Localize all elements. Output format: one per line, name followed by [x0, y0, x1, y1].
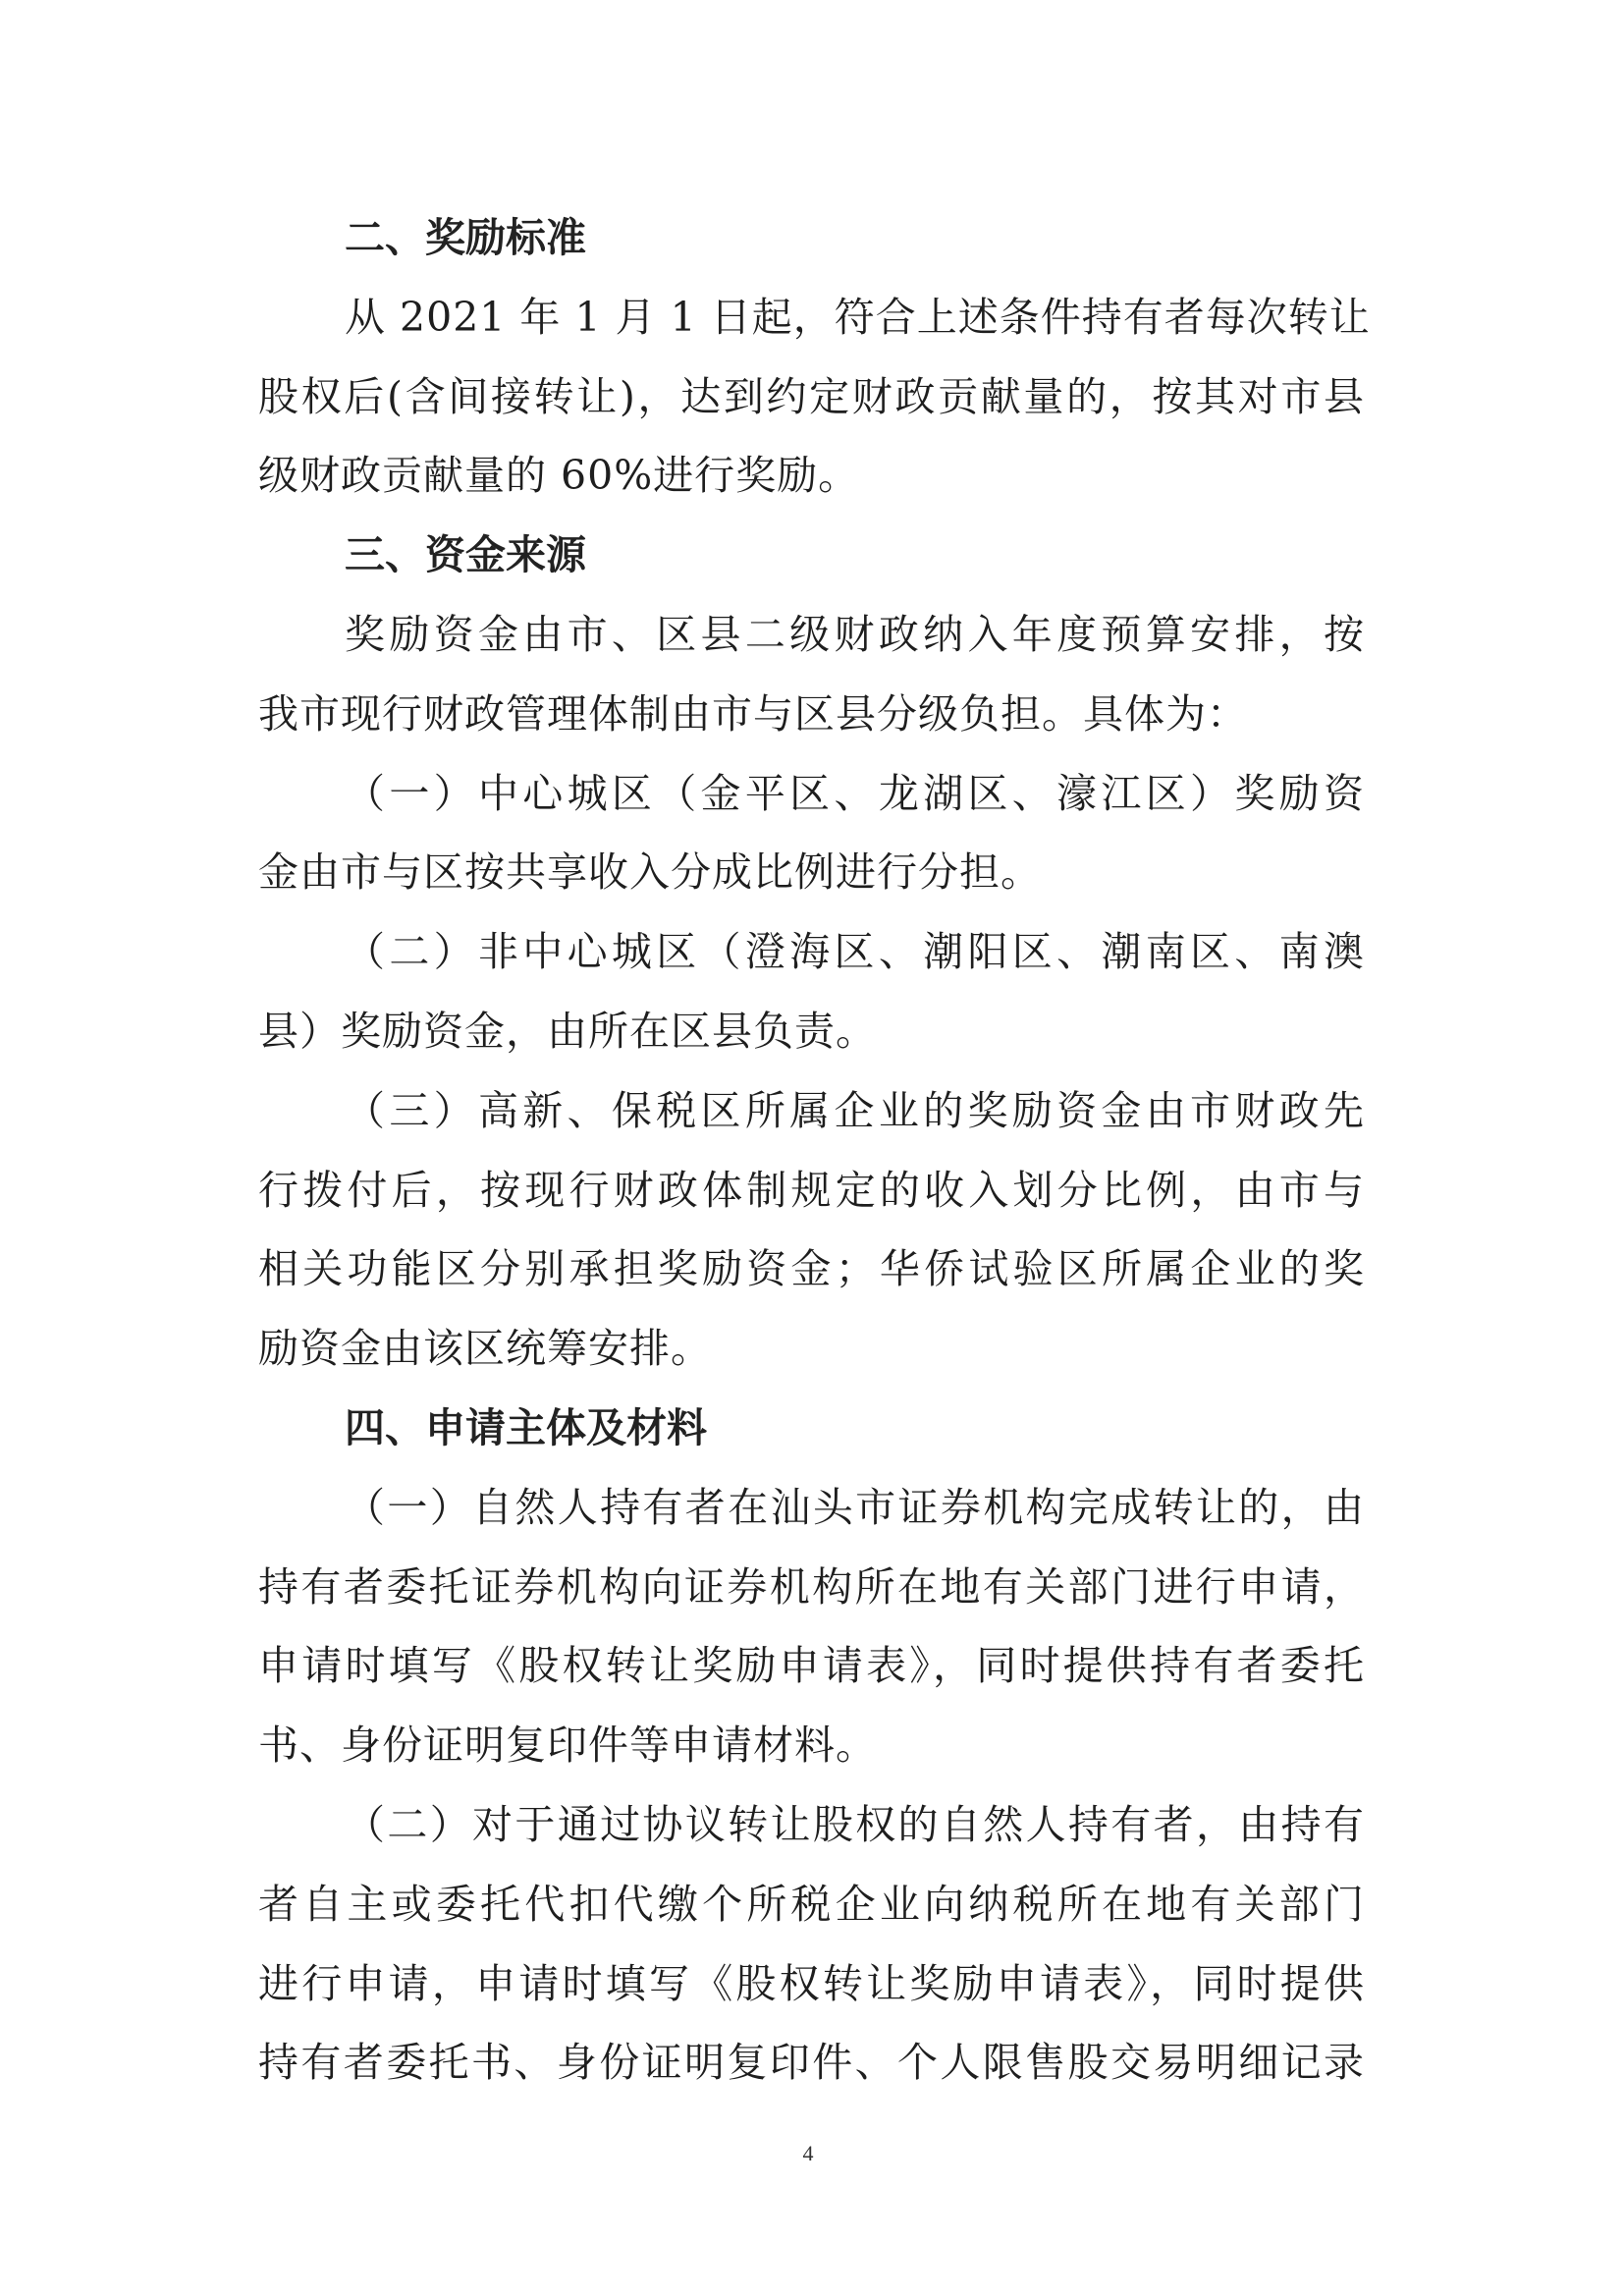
paragraph-line: 申请时填写《股权转让奖励申请表》，同时提供持有者委托 — [258, 1642, 1365, 1689]
paragraph-line: 县）奖励资金，由所在区县负责。 — [258, 1008, 877, 1055]
paragraph-line: （二）对于通过协议转让股权的自然人持有者，由持有 — [345, 1801, 1365, 1848]
paragraph-line: 书、身份证明复印件等申请材料。 — [258, 1722, 877, 1769]
paragraph-line: （三）高新、保税区所属企业的奖励资金由市财政先 — [345, 1087, 1365, 1134]
paragraph-line: （一）中心城区（金平区、龙湖区、濠江区）奖励资 — [345, 770, 1365, 817]
page-number: 4 — [802, 2141, 814, 2165]
paragraph-line: 行拨付后，按现行财政体制规定的收入划分比例，由市与 — [258, 1167, 1365, 1214]
paragraph-line: （一）自然人持有者在汕头市证券机构完成转让的，由 — [345, 1484, 1365, 1531]
section-heading-applicant-materials: 四、申请主体及材料 — [345, 1404, 707, 1451]
paragraph-line: 者自主或委托代扣代缴个所税企业向纳税所在地有关部门 — [258, 1881, 1365, 1928]
section-heading-reward-standard: 二、奖励标准 — [345, 214, 586, 261]
paragraph-line: 奖励资金由市、区县二级财政纳入年度预算安排，按 — [345, 611, 1365, 658]
paragraph-line: （二）非中心城区（澄海区、潮阳区、潮南区、南澳 — [345, 928, 1365, 975]
paragraph-line: 金由市与区按共享收入分成比例进行分担。 — [258, 848, 1042, 896]
paragraph-line: 股权后(含间接转让)，达到约定财政贡献量的，按其对市县 — [258, 373, 1365, 420]
paragraph-line: 持有者委托书、身份证明复印件、个人限售股交易明细记录 — [258, 2039, 1365, 2086]
paragraph-line: 相关功能区分别承担奖励资金；华侨试验区所属企业的奖 — [258, 1245, 1365, 1292]
paragraph-line: 级财政贡献量的 60%进行奖励。 — [258, 452, 860, 499]
paragraph-line: 从 2021 年 1 月 1 日起，符合上述条件持有者每次转让 — [345, 294, 1371, 341]
paragraph-line: 我市现行财政管理体制由市与区县分级负担。具体为： — [258, 690, 1248, 738]
paragraph-line: 持有者委托证券机构向证券机构所在地有关部门进行申请， — [258, 1563, 1365, 1611]
section-heading-fund-source: 三、资金来源 — [345, 531, 586, 578]
paragraph-line: 励资金由该区统筹安排。 — [258, 1325, 712, 1372]
paragraph-line: 进行申请，申请时填写《股权转让奖励申请表》，同时提供 — [258, 1960, 1365, 2007]
